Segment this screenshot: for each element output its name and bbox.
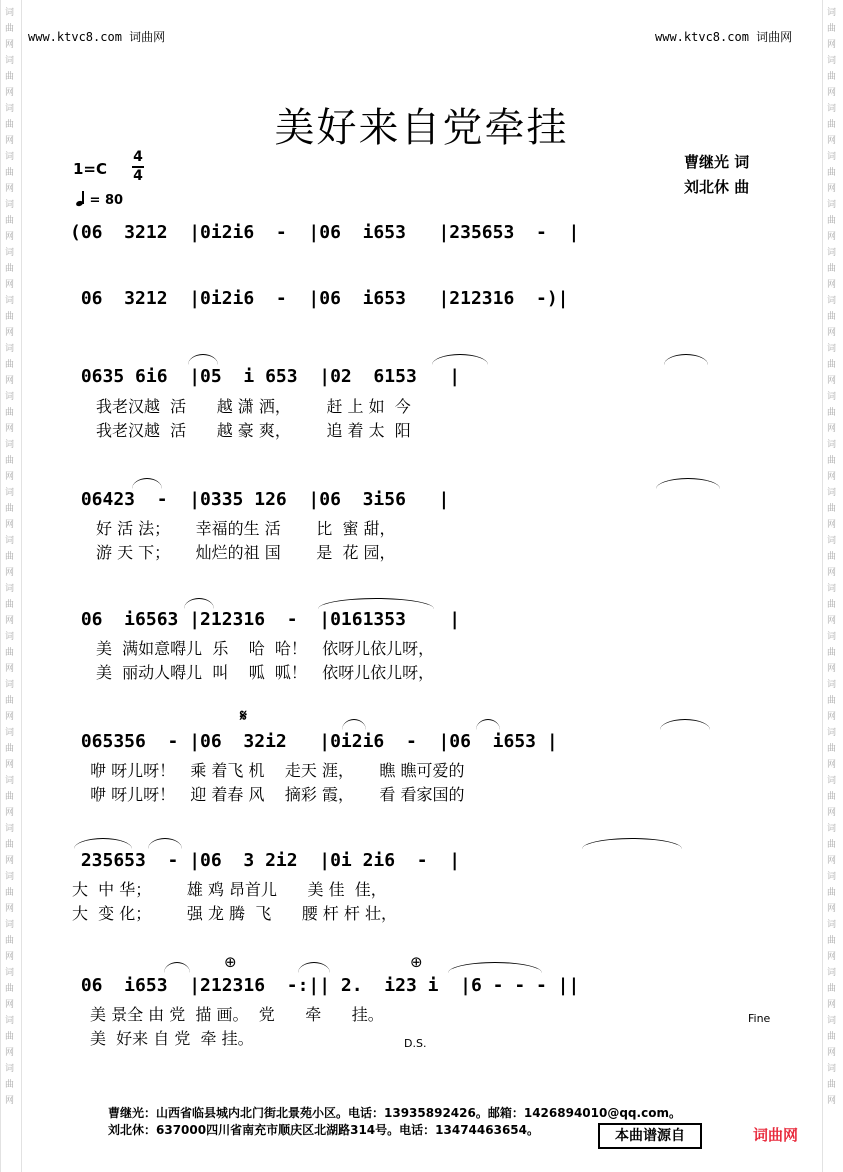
slur-arc xyxy=(318,598,434,609)
side-watermark-char: 网 xyxy=(827,328,837,338)
side-watermark-char: 曲 xyxy=(5,744,15,754)
side-watermark-char: 网 xyxy=(5,376,15,386)
side-watermark-char: 词 xyxy=(827,1016,837,1026)
composer-contact: 刘北休：637000四川省南充市顺庆区北湖路314号。电话：13474463654。 xyxy=(108,1123,539,1137)
side-watermark-char: 网 xyxy=(5,808,15,818)
side-watermark-char: 曲 xyxy=(5,360,15,370)
segno-icon: 𝄋 xyxy=(240,706,247,725)
side-watermark-char: 网 xyxy=(827,232,837,242)
score-line: 06 i653 |212316 -:|| 2. i23 i |6 - - - || xyxy=(70,975,580,996)
side-watermark-char: 词 xyxy=(5,440,15,450)
score-line: 06 i6563 |212316 - |0161353 | xyxy=(70,609,461,630)
lyric-line: 游 天 下； 灿烂的祖 国 是 花 园， xyxy=(96,543,396,562)
side-watermark-char: 曲 xyxy=(827,72,837,82)
slur-arc xyxy=(164,962,190,973)
side-watermark-char: 曲 xyxy=(5,1032,15,1042)
side-watermark-char: 曲 xyxy=(827,1080,837,1090)
lyric-line: 美 景全 由 党 描 画。 党 牵 挂。 xyxy=(90,1005,384,1024)
lyric-line: 美 好来 自 党 牵 挂。 xyxy=(90,1029,254,1048)
side-watermark-char: 网 xyxy=(827,808,837,818)
side-watermark-char: 曲 xyxy=(827,648,837,658)
time-signature xyxy=(130,149,146,185)
side-watermark-char: 词 xyxy=(5,104,15,114)
slur-arc xyxy=(432,354,488,365)
side-watermark-char: 网 xyxy=(5,88,15,98)
side-watermark-char: 网 xyxy=(5,328,15,338)
side-watermark-char: 曲 xyxy=(5,936,15,946)
lyric-line: 咿 呀儿呀！ 迎 着春 风 摘彩 霞， 看 看家国的 xyxy=(90,785,465,804)
lyric-line: 好 活 法； 幸福的生 活 比 蜜 甜， xyxy=(96,519,396,538)
side-watermark-char: 词 xyxy=(827,968,837,978)
side-watermark-char: 词 xyxy=(827,248,837,258)
score-line: 06423 - |0335 126 |06 3i56 | xyxy=(70,489,450,510)
side-watermark-char: 词 xyxy=(5,1064,15,1074)
lyric-line: 美 满如意嘚儿 乐 哈 哈！ 依呀儿依儿呀， xyxy=(96,639,435,658)
lyric-line: 美 丽动人嘚儿 叫 呱 呱！ 依呀儿依儿呀， xyxy=(96,663,435,682)
side-watermark-char: 词 xyxy=(827,392,837,402)
side-watermark-char: 曲 xyxy=(5,264,15,274)
side-watermark-char: 网 xyxy=(5,1096,15,1106)
side-watermark-char: 曲 xyxy=(827,120,837,130)
side-watermark-char: 网 xyxy=(827,136,837,146)
side-watermark-char: 词 xyxy=(827,440,837,450)
side-watermark-char: 曲 xyxy=(827,936,837,946)
score-line: 235653 - |06 3 2i2 |0i 2i6 - | xyxy=(70,850,461,871)
side-watermark-char: 词 xyxy=(827,104,837,114)
side-watermark-char: 网 xyxy=(827,1048,837,1058)
side-watermark-char: 词 xyxy=(827,8,837,18)
side-watermark-char: 网 xyxy=(5,760,15,770)
key-signature: 1=C xyxy=(73,160,108,178)
side-watermark-char: 曲 xyxy=(5,120,15,130)
side-watermark-char: 网 xyxy=(827,88,837,98)
side-watermark-char: 词 xyxy=(5,8,15,18)
side-watermark-char: 曲 xyxy=(827,456,837,466)
side-watermark-char: 曲 xyxy=(5,216,15,226)
side-watermark-char: 词 xyxy=(5,152,15,162)
side-watermark-char: 词 xyxy=(5,824,15,834)
slur-arc xyxy=(582,838,682,849)
slur-arc xyxy=(448,962,542,973)
slur-arc xyxy=(148,838,182,849)
side-watermark-char: 网 xyxy=(827,280,837,290)
lyric-line: 我老汉越 活 越 豪 爽， 追 着 太 阳 xyxy=(96,421,411,440)
side-watermark-char: 网 xyxy=(5,424,15,434)
side-watermark-char: 词 xyxy=(5,920,15,930)
side-watermark-char: 曲 xyxy=(5,504,15,514)
brand-logo: 词曲网 xyxy=(753,1126,799,1144)
side-watermark-char: 网 xyxy=(5,280,15,290)
side-watermark-char: 词 xyxy=(5,296,15,306)
side-watermark-char: 网 xyxy=(5,1000,15,1010)
side-watermark-char: 词 xyxy=(5,968,15,978)
score-line: 0635 6i6 |05 i 653 |02 6153 | xyxy=(70,366,461,387)
source-label: 本曲谱源自 xyxy=(598,1123,702,1149)
side-watermark-char: 网 xyxy=(5,568,15,578)
side-watermark-char: 曲 xyxy=(5,408,15,418)
side-watermark-char: 网 xyxy=(827,904,837,914)
tempo-marking xyxy=(76,190,123,208)
side-watermark-char: 词 xyxy=(5,488,15,498)
side-watermark-char: 曲 xyxy=(827,696,837,706)
side-watermark-char: 曲 xyxy=(5,792,15,802)
side-watermark-char: 网 xyxy=(827,760,837,770)
side-watermark-char: 曲 xyxy=(827,168,837,178)
side-watermark-char: 曲 xyxy=(827,1032,837,1042)
side-watermark-char: 网 xyxy=(827,568,837,578)
side-watermark-char: 词 xyxy=(5,632,15,642)
side-watermark-char: 曲 xyxy=(5,648,15,658)
side-watermark-char: 曲 xyxy=(827,744,837,754)
side-watermark-char: 曲 xyxy=(5,984,15,994)
side-watermark-char: 网 xyxy=(5,664,15,674)
tempo-value: = 80 xyxy=(89,193,124,208)
side-watermark-char: 网 xyxy=(5,904,15,914)
side-watermark-char: 曲 xyxy=(827,216,837,226)
coda-icon: ⊕ xyxy=(224,953,237,971)
time-signature-top: 4 xyxy=(133,149,143,165)
side-watermark-char: 词 xyxy=(5,344,15,354)
side-watermark-char: 曲 xyxy=(5,168,15,178)
side-watermark-char: 曲 xyxy=(5,24,15,34)
side-watermark-char: 网 xyxy=(827,472,837,482)
side-watermark-char: 词 xyxy=(827,824,837,834)
side-watermark-char: 曲 xyxy=(827,504,837,514)
lyricist-contact: 曹继光：山西省临县城内北门街北景苑小区。电话：13935892426。邮箱：1426894010@qq.com。 xyxy=(108,1106,681,1120)
side-watermark-char: 网 xyxy=(827,856,837,866)
slur-arc xyxy=(656,478,720,489)
side-watermark-char: 词 xyxy=(5,56,15,66)
coda-icon: ⊕ xyxy=(410,953,423,971)
side-watermark-char: 曲 xyxy=(827,264,837,274)
side-watermark-char: 词 xyxy=(5,392,15,402)
song-title: 美好来自党牵挂 xyxy=(274,105,569,151)
side-watermark-char: 网 xyxy=(5,856,15,866)
side-watermark-char: 词 xyxy=(827,344,837,354)
side-watermark-char: 词 xyxy=(827,56,837,66)
side-watermark-char: 词 xyxy=(827,872,837,882)
side-watermark-char: 曲 xyxy=(827,24,837,34)
side-watermark-char: 曲 xyxy=(827,984,837,994)
side-watermark-char: 网 xyxy=(5,136,15,146)
side-watermark-char: 曲 xyxy=(5,72,15,82)
side-watermark-char: 词 xyxy=(827,632,837,642)
side-watermark-char: 曲 xyxy=(827,600,837,610)
side-watermark-char: 网 xyxy=(5,472,15,482)
side-watermark-char: 网 xyxy=(5,232,15,242)
side-watermark-char: 词 xyxy=(5,536,15,546)
side-watermark-char: 词 xyxy=(827,488,837,498)
side-watermark-char: 词 xyxy=(827,152,837,162)
slur-arc xyxy=(298,962,330,973)
side-watermark-char: 曲 xyxy=(827,840,837,850)
side-watermark-char: 网 xyxy=(827,664,837,674)
side-watermark-char: 曲 xyxy=(827,360,837,370)
slur-arc xyxy=(74,838,132,849)
right-watermark-strip xyxy=(822,0,843,1172)
site-watermark-right: www.ktvc8.com 词曲网 xyxy=(655,30,793,44)
side-watermark-char: 词 xyxy=(827,584,837,594)
side-watermark-char: 词 xyxy=(5,872,15,882)
side-watermark-char: 网 xyxy=(5,616,15,626)
side-watermark-char: 网 xyxy=(827,520,837,530)
left-watermark-strip xyxy=(0,0,22,1172)
side-watermark-char: 网 xyxy=(5,520,15,530)
side-watermark-char: 网 xyxy=(827,184,837,194)
side-watermark-char: 曲 xyxy=(827,312,837,322)
slur-arc xyxy=(188,354,218,365)
side-watermark-char: 网 xyxy=(827,712,837,722)
slur-arc xyxy=(664,354,708,365)
side-watermark-char: 网 xyxy=(5,40,15,50)
side-watermark-char: 曲 xyxy=(5,456,15,466)
side-watermark-char: 曲 xyxy=(5,600,15,610)
side-watermark-char: 词 xyxy=(5,776,15,786)
ds-marking: D.S. xyxy=(404,1037,427,1050)
side-watermark-char: 曲 xyxy=(5,552,15,562)
score-line: 065356 - |06 32i2 |0i2i6 - |06 i653 | xyxy=(70,731,558,752)
side-watermark-char: 词 xyxy=(827,680,837,690)
side-watermark-char: 词 xyxy=(827,536,837,546)
side-watermark-char: 曲 xyxy=(5,696,15,706)
side-watermark-char: 网 xyxy=(5,184,15,194)
side-watermark-char: 词 xyxy=(5,680,15,690)
fine-marking: Fine xyxy=(748,1012,771,1025)
side-watermark-char: 网 xyxy=(5,952,15,962)
slur-arc xyxy=(342,719,366,730)
lyric-line: 大 变 化； 强 龙 腾 飞 腰 杆 杆 壮， xyxy=(72,904,397,923)
side-watermark-char: 词 xyxy=(827,776,837,786)
side-watermark-char: 网 xyxy=(827,376,837,386)
side-watermark-char: 曲 xyxy=(827,888,837,898)
side-watermark-char: 网 xyxy=(827,616,837,626)
slur-arc xyxy=(476,719,500,730)
score-line: 06 3212 |0i2i6 - |06 i653 |212316 -)| xyxy=(70,288,569,309)
side-watermark-char: 词 xyxy=(5,728,15,738)
side-watermark-char: 词 xyxy=(827,728,837,738)
composer-credit: 刘北休 曲 xyxy=(684,178,750,196)
side-watermark-char: 词 xyxy=(827,1064,837,1074)
side-watermark-char: 词 xyxy=(827,296,837,306)
side-watermark-char: 曲 xyxy=(5,888,15,898)
side-watermark-char: 曲 xyxy=(5,840,15,850)
side-watermark-char: 词 xyxy=(5,1016,15,1026)
time-signature-bottom: 4 xyxy=(133,168,143,184)
lyricist-credit: 曹继光 词 xyxy=(684,153,750,171)
side-watermark-char: 网 xyxy=(827,1000,837,1010)
side-watermark-char: 词 xyxy=(5,248,15,258)
side-watermark-char: 网 xyxy=(5,1048,15,1058)
slur-arc xyxy=(184,598,214,609)
slur-arc xyxy=(660,719,710,730)
side-watermark-char: 词 xyxy=(827,200,837,210)
side-watermark-char: 曲 xyxy=(5,312,15,322)
quarter-note-icon xyxy=(76,190,85,206)
site-watermark-left: www.ktvc8.com 词曲网 xyxy=(28,30,166,44)
side-watermark-char: 词 xyxy=(5,200,15,210)
lyric-line: 大 中 华； 雄 鸡 昂首儿 美 佳 佳， xyxy=(72,880,387,899)
side-watermark-char: 网 xyxy=(827,1096,837,1106)
side-watermark-char: 网 xyxy=(827,952,837,962)
lyric-line: 咿 呀儿呀！ 乘 着飞 机 走天 涯， 瞧 瞧可爱的 xyxy=(90,761,465,780)
side-watermark-char: 网 xyxy=(827,40,837,50)
side-watermark-char: 曲 xyxy=(827,408,837,418)
lyric-line: 我老汉越 活 越 潇 洒， 赶 上 如 今 xyxy=(96,397,411,416)
side-watermark-char: 曲 xyxy=(827,552,837,562)
side-watermark-char: 曲 xyxy=(827,792,837,802)
side-watermark-char: 曲 xyxy=(5,1080,15,1090)
side-watermark-char: 词 xyxy=(5,584,15,594)
side-watermark-char: 网 xyxy=(827,424,837,434)
score-line: (06 3212 |0i2i6 - |06 i653 |235653 - | xyxy=(70,222,580,243)
side-watermark-char: 网 xyxy=(5,712,15,722)
side-watermark-char: 词 xyxy=(827,920,837,930)
slur-arc xyxy=(132,478,162,489)
